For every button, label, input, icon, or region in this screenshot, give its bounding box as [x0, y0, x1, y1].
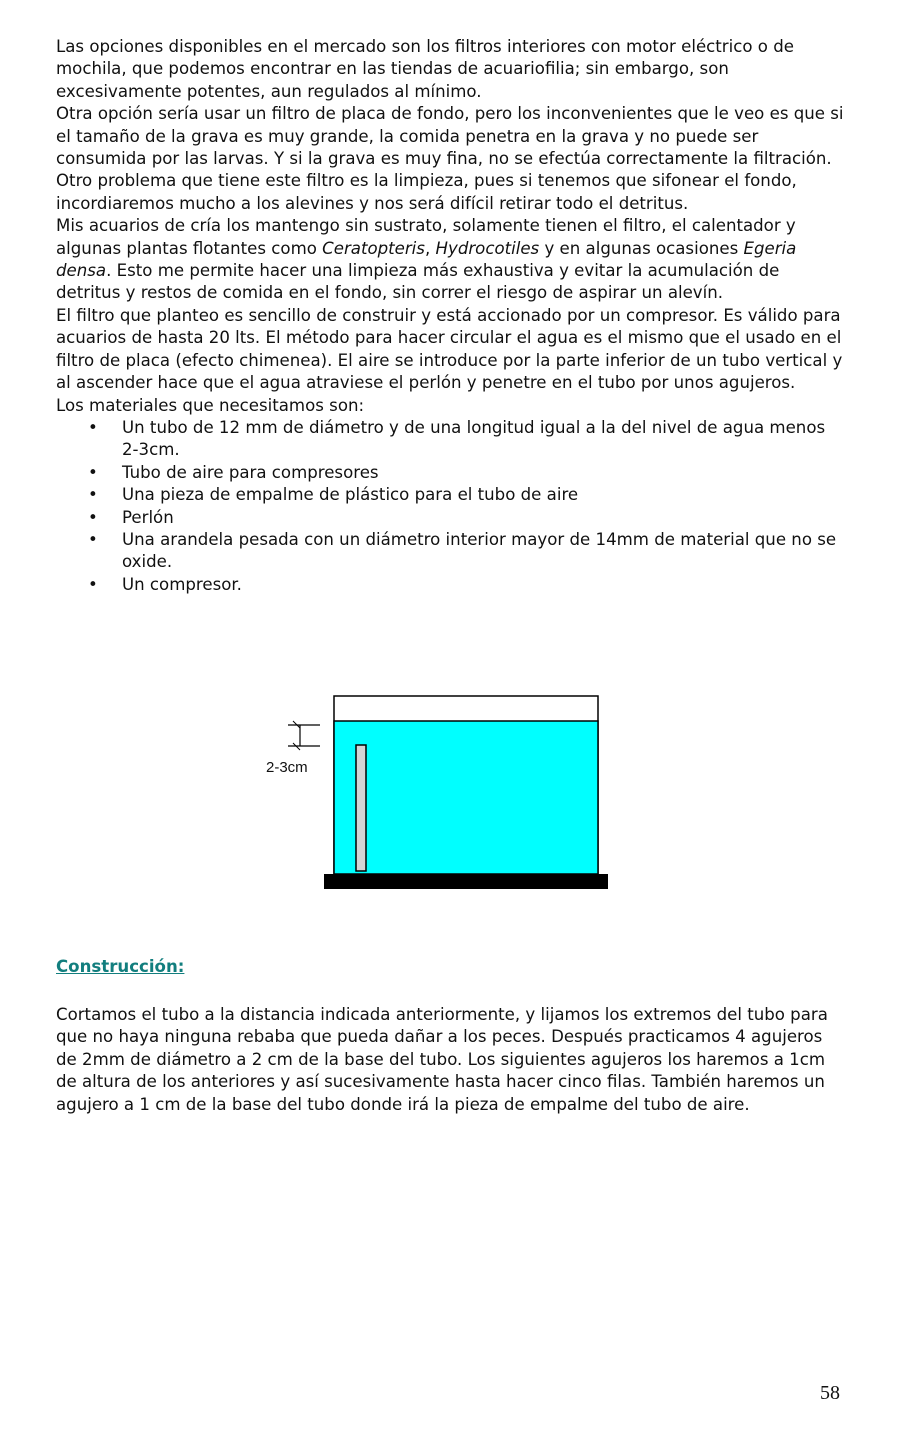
- list-item: • Perlón: [56, 507, 846, 529]
- materials-list: [56, 417, 846, 596]
- paragraph: Las opciones disponibles en el mercado son los filtros interiores con motor eléctrico o de mochila, que podemos encontrar en las tiendas de acuariofilia; sin embargo, son excesivamente potentes, aun regulados al mínimo.: [56, 37, 794, 101]
- aquarium-diagram: [260, 688, 620, 898]
- paragraph: El filtro que planteo es sencillo de construir y está accionado por un compresor. Es válido para acuarios de hasta 20 lts. El método para hacer circular el agua es el mismo que el usado en el filtro de placa (efecto chimenea). El aire se introduce por la parte inferior de un tubo vertical y al ascender hace que el agua atraviese el perlón y penetre en el tubo por unos agujeros.: [56, 305, 843, 393]
- paragraph: [56, 215, 846, 305]
- main-text: [56, 36, 846, 596]
- page-number: 58: [820, 1382, 840, 1404]
- list-item: • Un tubo de 12 mm de diámetro y de una longitud igual a la del nivel de agua menos 2-3cm.: [56, 417, 846, 462]
- species-name: Hydrocotiles: [435, 238, 540, 258]
- text-run: Mis acuarios de cría los mantengo sin sustrato, solamente tienen el filtro, el calentador y algunas plantas flotantes como: [56, 216, 796, 258]
- aquarium-base: [324, 874, 608, 889]
- list-item: • Un compresor.: [56, 574, 846, 596]
- list-item: • Una pieza de empalme de plástico para el tubo de aire: [56, 484, 846, 506]
- list-item: • Una arandela pesada con un diámetro interior mayor de 14mm de material que no se oxide.: [56, 529, 846, 574]
- text-run: ,: [424, 238, 436, 258]
- text-run: . Esto me permite hacer una limpieza más exhaustiva y evitar la acumulación de detritus y restos de comida en el fondo, sin correr el riesgo de aspirar un alevín.: [56, 261, 780, 303]
- species-name: Egeria densa: [56, 238, 797, 281]
- construction-paragraph: Cortamos el tubo a la distancia indicada anteriormente, y lijamos los extremos del tubo para que no haya ninguna rebaba que pueda dañar a los peces. Después practicamos 4 agujeros de 2mm de diámetro a 2 cm de la base del tubo. Los siguientes agujeros los haremos a 1cm de altura de los anteriores y así sucesivamente hasta hacer cinco filas. También haremos un agujero a 1 cm de la base del tubo donde irá la pieza de empalme del tubo de aire.: [56, 1005, 828, 1114]
- list-item: • Tubo de aire para compresores: [56, 462, 846, 484]
- paragraph: Otra opción sería usar un filtro de placa de fondo, pero los inconvenientes que le veo es que si el tamaño de la grava es muy grande, la comida penetra en la grava y no puede ser consumida por las larvas. Y si la grava es muy fina, no se efectúa correctamente la filtración. Otro problema que tiene este filtro es la limpieza, pues si tenemos que sifonear el fondo, incordiaremos mucho a los alevines y nos será difícil retirar todo el detritus.: [56, 104, 844, 213]
- text-run: y en algunas ocasiones: [539, 238, 744, 258]
- water-fill: [334, 721, 598, 874]
- filter-tube: [356, 745, 366, 871]
- section-heading: Construcción:: [56, 957, 185, 976]
- dimension-label: 2-3cm: [266, 759, 308, 776]
- paragraph: Los materiales que necesitamos son:: [56, 395, 365, 415]
- species-name: Ceratopteris: [322, 238, 425, 258]
